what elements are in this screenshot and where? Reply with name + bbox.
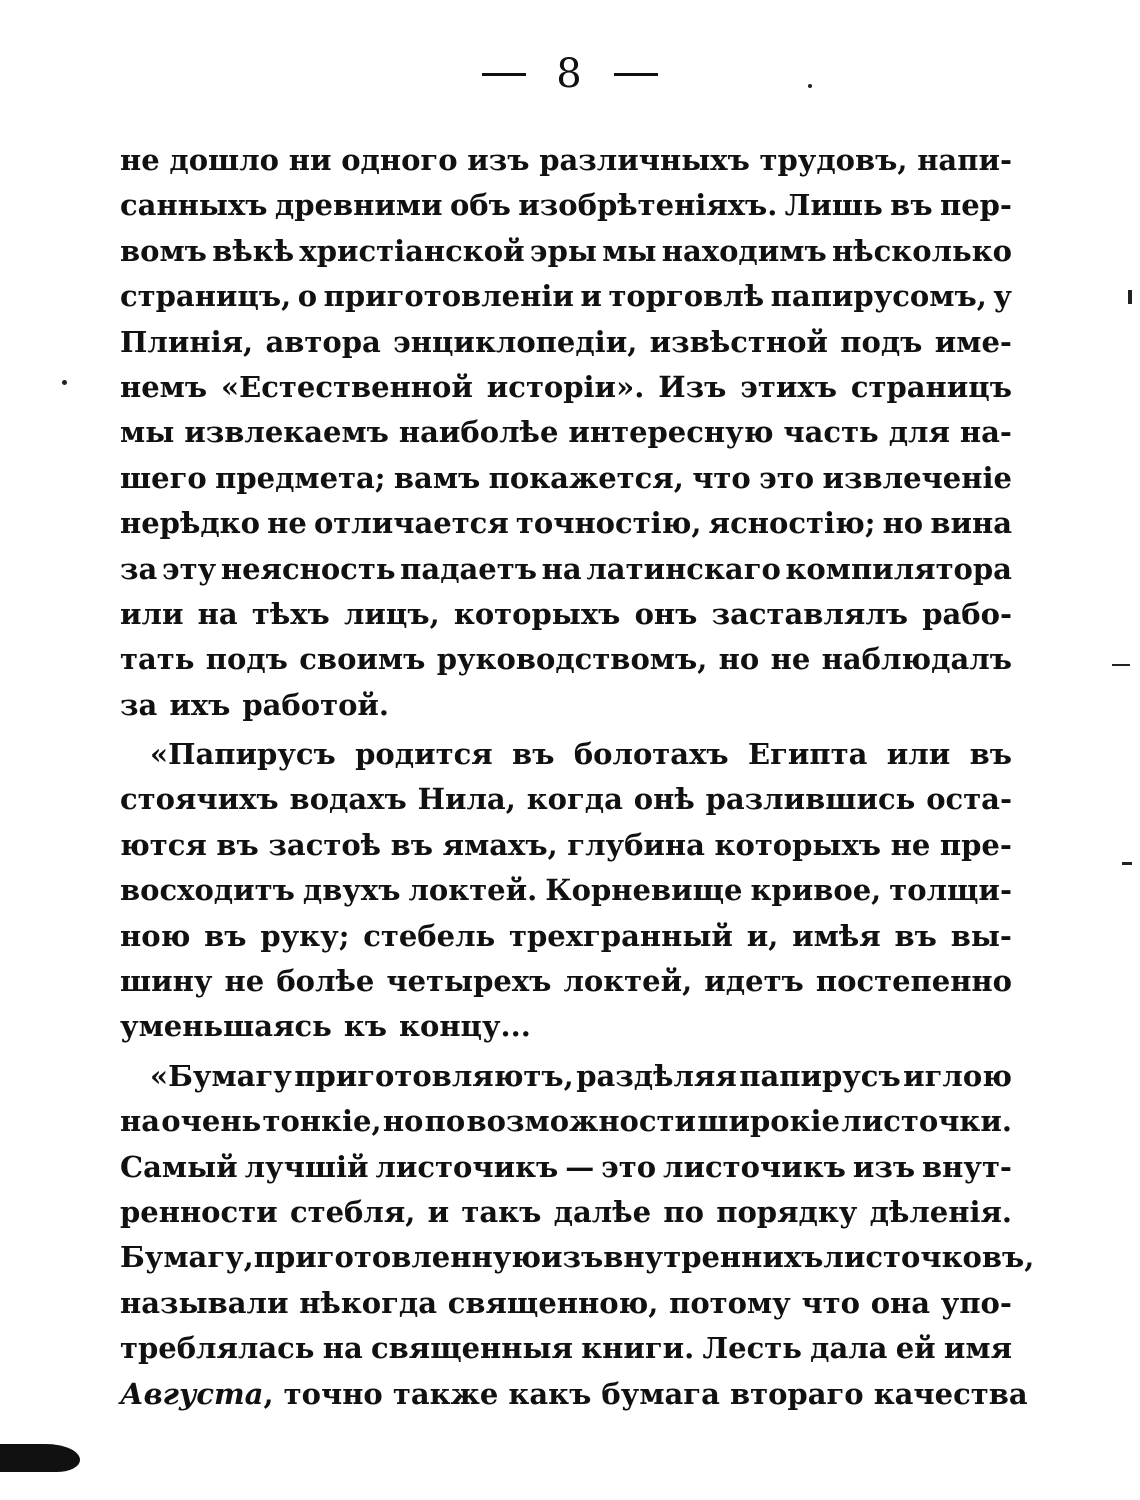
text-line: Бумагу, приготовленную изъ внутреннихъ листочковъ, bbox=[120, 1240, 1035, 1275]
text-line: тать подъ своимъ руководствомъ, но не наблюдалъ bbox=[120, 642, 1012, 677]
text-line: или на тѣхъ лицъ, которыхъ онъ заставлялъ рабо- bbox=[120, 596, 1012, 631]
scan-speck bbox=[1128, 290, 1132, 304]
text-line: «Бумагу приготовляютъ, раздѣляя папирусъ иглою bbox=[150, 1058, 1012, 1093]
text-line: санныхъ древними объ изобрѣтеніяхъ. Лишь въ пер- bbox=[120, 188, 1012, 223]
body-text bbox=[120, 138, 1035, 1417]
text-line: вомъ вѣкѣ христіанской эры мы находимъ нѣсколько bbox=[120, 233, 1012, 268]
scan-speck bbox=[62, 380, 67, 385]
text-line: шего предмета; вамъ покажется, что это извлеченіе bbox=[120, 460, 1012, 495]
text-line: уменьшаясь къ концу... bbox=[120, 1009, 531, 1044]
page-number: 8 bbox=[556, 51, 584, 97]
text-line: треблялась на священныя книги. Лесть дала ей имя bbox=[120, 1331, 1012, 1366]
text-line: страницъ, о приготовленіи и торговлѣ папирусомъ, у bbox=[120, 279, 1012, 314]
text-line: за эту неясность падаетъ на латинскаго компилятора bbox=[120, 551, 1012, 586]
text-line: восходитъ двухъ локтей. Корневище кривое, толщи- bbox=[120, 873, 1012, 908]
text-line: называли нѣкогда священною, потому что она упо- bbox=[120, 1285, 1012, 1320]
dash-right-decoration bbox=[614, 73, 658, 76]
text-line: «Папирусъ родится въ болотахъ Египта или въ bbox=[150, 737, 1012, 772]
dash-left-decoration bbox=[482, 73, 526, 76]
text-line: на очень тонкіе, но по возможности широкіе листочки. bbox=[120, 1104, 1012, 1139]
text-line bbox=[120, 1372, 1028, 1417]
text-line: ются въ застоѣ въ ямахъ, глубина которыхъ не пре- bbox=[120, 827, 1012, 862]
text-line: не дошло ни одного изъ различныхъ трудовъ, напи- bbox=[120, 143, 1012, 177]
text-line: шину не болѣе четырехъ локтей, идетъ постепенно bbox=[120, 964, 1012, 999]
scan-speck bbox=[1112, 664, 1130, 666]
text-line: немъ «Естественной исторіи». Изъ этихъ страницъ bbox=[120, 369, 1012, 404]
ink-blot-artifact bbox=[0, 1444, 80, 1472]
text-line: стоячихъ водахъ Нила, когда онѣ разлившись оста- bbox=[120, 782, 1012, 817]
text-line: ною въ руку; стебель трехгранный и, имѣя въ вы- bbox=[120, 918, 1012, 953]
text-line: нерѣдко не отличается точностію, ясностію; но вина bbox=[120, 506, 1012, 541]
page-number-header bbox=[0, 48, 1140, 97]
italic-word: Августа bbox=[120, 1376, 264, 1411]
scan-speck bbox=[808, 84, 812, 88]
text-line: Самый лучшій листочикъ — это листочикъ изъ внут- bbox=[120, 1149, 1012, 1184]
text-line: ренности стебля, и такъ далѣе по порядку дѣленія. bbox=[120, 1194, 1012, 1229]
text-line: Плинія, автора энциклопедіи, извѣстной подъ име- bbox=[120, 324, 1012, 359]
line-rest: , точно также какъ бумага втораго качества bbox=[263, 1376, 1028, 1411]
text-line: за ихъ работой. bbox=[120, 687, 390, 722]
text-line: мы извлекаемъ наиболѣе интересную часть для на- bbox=[120, 415, 1012, 450]
scan-speck bbox=[1122, 862, 1132, 865]
